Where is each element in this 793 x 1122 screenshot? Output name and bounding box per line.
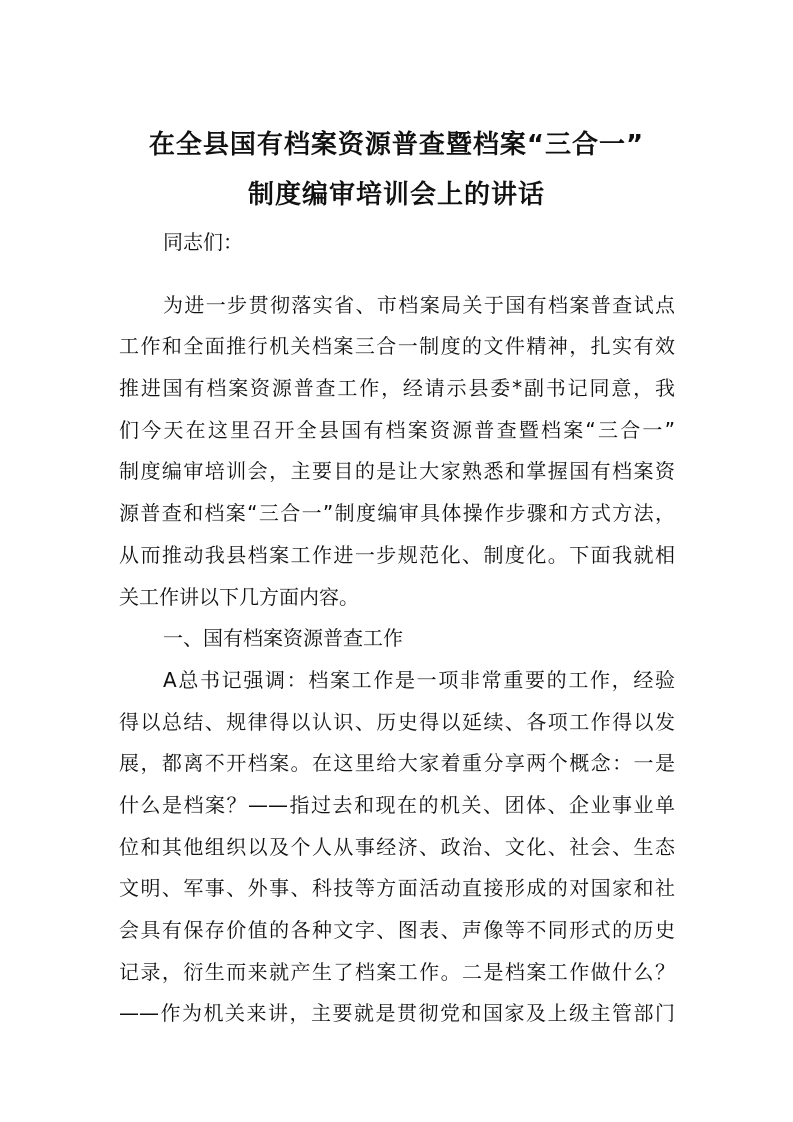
paragraph-line: 展，都离不开档案。在这里给大家着重分享两个概念：一是 <box>119 751 675 776</box>
document-body <box>119 222 675 1035</box>
document-title-line-2: 制度编审培训会上的讲话 <box>247 180 545 210</box>
paragraph-line: 关工作讲以下几方面内容。 <box>119 584 359 609</box>
paragraph-line: 为进一步贯彻落实省、市档案局关于国有档案普查试点 <box>163 292 675 317</box>
paragraph-line: 推进国有档案资源普查工作，经请示县委*副书记同意，我 <box>119 376 675 401</box>
paragraph-line: 什么是档案？——指过去和现在的机关、团体、企业事业单 <box>119 792 675 817</box>
document-title-line-1: 在全县国有档案资源普查暨档案“三合一” <box>148 130 645 160</box>
paragraph-line: 工作和全面推行机关档案三合一制度的文件精神，扎实有效 <box>119 334 675 359</box>
paragraph-line: ——作为机关来讲，主要就是贯彻党和国家及上级主管部门 <box>119 1001 675 1026</box>
paragraph-line: 位和其他组织以及个人从事经济、政治、文化、社会、生态 <box>119 834 675 859</box>
paragraph-line: 制度编审培训会，主要目的是让大家熟悉和掌握国有档案资 <box>119 459 675 484</box>
paragraph-line: 从而推动我县档案工作进一步规范化、制度化。下面我就相 <box>119 542 675 567</box>
paragraph-line: 得以总结、规律得以认识、历史得以延续、各项工作得以发 <box>119 709 675 734</box>
paragraph-archives <box>119 660 675 1035</box>
greeting: 同志们： <box>163 230 243 254</box>
paragraph-line: 会具有保存价值的各种文字、图表、声像等不同形式的历史 <box>119 918 675 942</box>
paragraph-line: 文明、军事、外事、科技等方面活动直接形成的对国家和社 <box>119 876 675 901</box>
paragraph-line: 们今天在这里召开全县国有档案资源普查暨档案“三合一” <box>119 417 675 442</box>
paragraph-line: 记录，衍生而来就产生了档案工作。二是档案工作做什么？ <box>119 959 675 984</box>
paragraph-line: 源普查和档案“三合一”制度编审具体操作步骤和方式方法， <box>119 501 675 526</box>
section-heading: 一、国有档案资源普查工作 <box>163 626 403 651</box>
paragraph-intro <box>119 285 675 619</box>
paragraph-line: A总书记强调：档案工作是一项非常重要的工作，经验 <box>163 667 675 692</box>
